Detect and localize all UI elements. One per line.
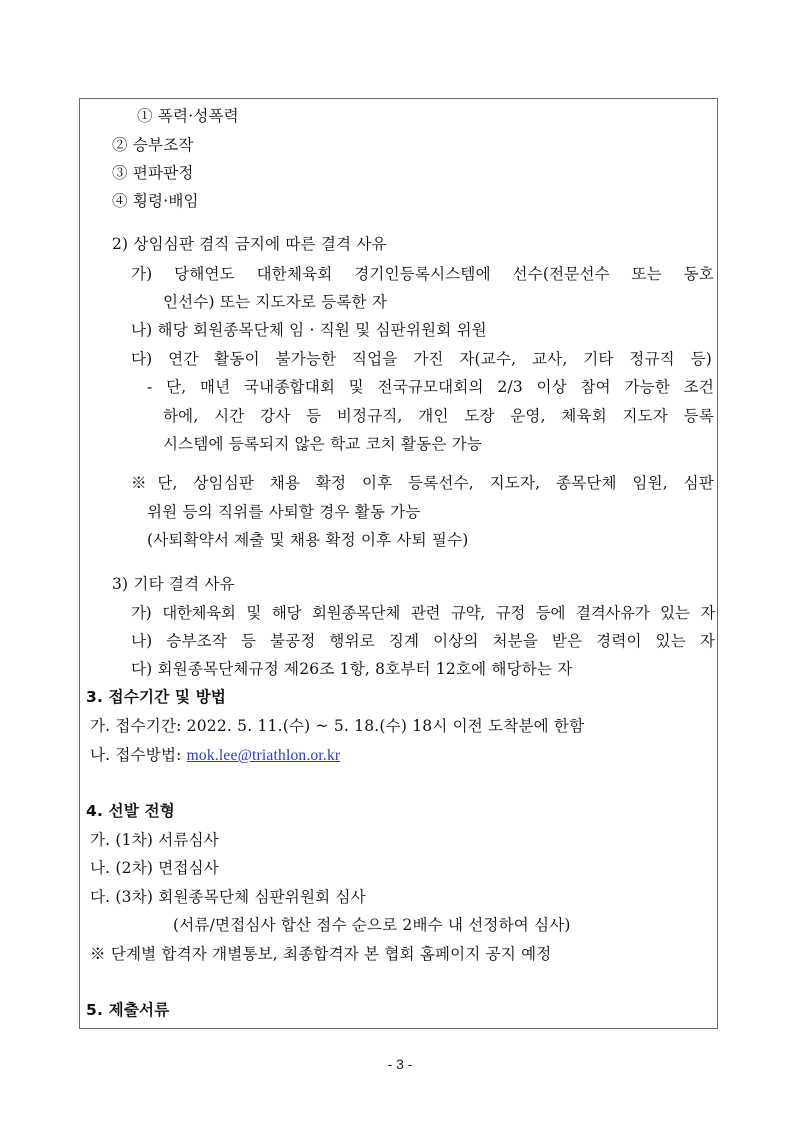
item-text: 폭력·성폭력: [157, 107, 239, 125]
page-number: - 3 -: [387, 1056, 413, 1072]
numbered-item-2: [112, 135, 194, 155]
selection-notice: ※ 단계별 합격자 개별통보, 최종합격자 본 협회 홈페이지 공지 예정: [90, 945, 552, 963]
item-text: 승부조작: [132, 136, 194, 154]
application-email-link[interactable]: mok.lee@triathlon.or.kr: [186, 747, 341, 764]
item-marker: ③: [112, 164, 128, 182]
section3-item-ga: 가) 대한체육회 및 해당 회원종목단체 관련 규약, 규정 등에 결격사유가 있는 자: [131, 604, 715, 622]
item-text: 횡령·배임: [132, 192, 199, 210]
section2-item-ga-line2: 인선수) 또는 지도자로 등록한 자: [163, 293, 388, 311]
numbered-item-4: [112, 191, 199, 211]
selection-heading: 4. 선발 전형: [86, 802, 175, 820]
application-method: [90, 745, 340, 766]
section3-item-da: 다) 회원종목단체규정 제26조 1항, 8호부터 12호에 해당하는 자: [131, 660, 573, 678]
section2-dash-line3: 시스템에 등록되지 않은 학교 코치 활동은 가능: [163, 435, 483, 453]
section3-item-na: 나) 승부조작 등 불공정 행위로 징계 이상의 처분을 받은 경력이 있는 자: [131, 632, 715, 650]
section2-item-ga-line1: 가) 당해연도 대한체육회 경기인등록시스템에 선수(전문선수 또는 동호: [131, 265, 714, 283]
application-heading: 3. 접수기간 및 방법: [86, 688, 227, 706]
selection-step-1: 가. (1차) 서류심사: [90, 831, 219, 849]
item-text: 편파판정: [132, 164, 194, 182]
selection-step-3: 다. (3차) 회원종목단체 심판위원회 심사: [90, 888, 366, 906]
documents-heading: 5. 제출서류: [86, 1001, 170, 1019]
numbered-item-3: [112, 163, 194, 183]
section2-item-na: 나) 해당 회원종목단체 임 · 직원 및 심판위원회 위원: [131, 321, 487, 339]
section2-note-line2: 위원 등의 직위를 사퇴할 경우 활동 가능: [147, 503, 421, 521]
section2-title: 2) 상임심판 겸직 금지에 따른 결격 사유: [112, 235, 387, 253]
application-period: 가. 접수기간: 2022. 5. 11.(수) ~ 5. 18.(수) 18시 이전 도착분에 한함: [90, 717, 585, 735]
application-method-label: 나. 접수방법:: [90, 746, 187, 764]
numbered-item-1: [137, 106, 239, 126]
section2-note-line3: (사퇴확약서 제출 및 채용 확정 이후 사퇴 필수): [147, 531, 469, 549]
item-marker: ①: [137, 107, 153, 125]
section2-item-da: 다) 연간 활동이 불가능한 직업을 가진 자(교수, 교사, 기타 정규직 등): [131, 350, 712, 368]
section2-dash-line2: 하에, 시간 강사 등 비정규직, 개인 도장 운영, 체육회 지도자 등록: [163, 407, 714, 425]
item-marker: ④: [112, 192, 128, 210]
item-marker: ②: [112, 136, 128, 154]
section2-dash-line1: - 단, 매년 국내종합대회 및 전국규모대회의 2/3 이상 참여 가능한 조건: [147, 378, 714, 396]
selection-step-3-note: (서류/면접심사 합산 점수 순으로 2배수 내 선정하여 심사): [173, 916, 571, 934]
section3-title: 3) 기타 결격 사유: [112, 575, 235, 593]
section2-note-line1: ※단, 상임심판 채용 확정 이후 등록선수, 지도자, 종목단체 임원, 심판: [131, 474, 714, 492]
selection-step-2: 나. (2차) 면접심사: [90, 859, 219, 877]
